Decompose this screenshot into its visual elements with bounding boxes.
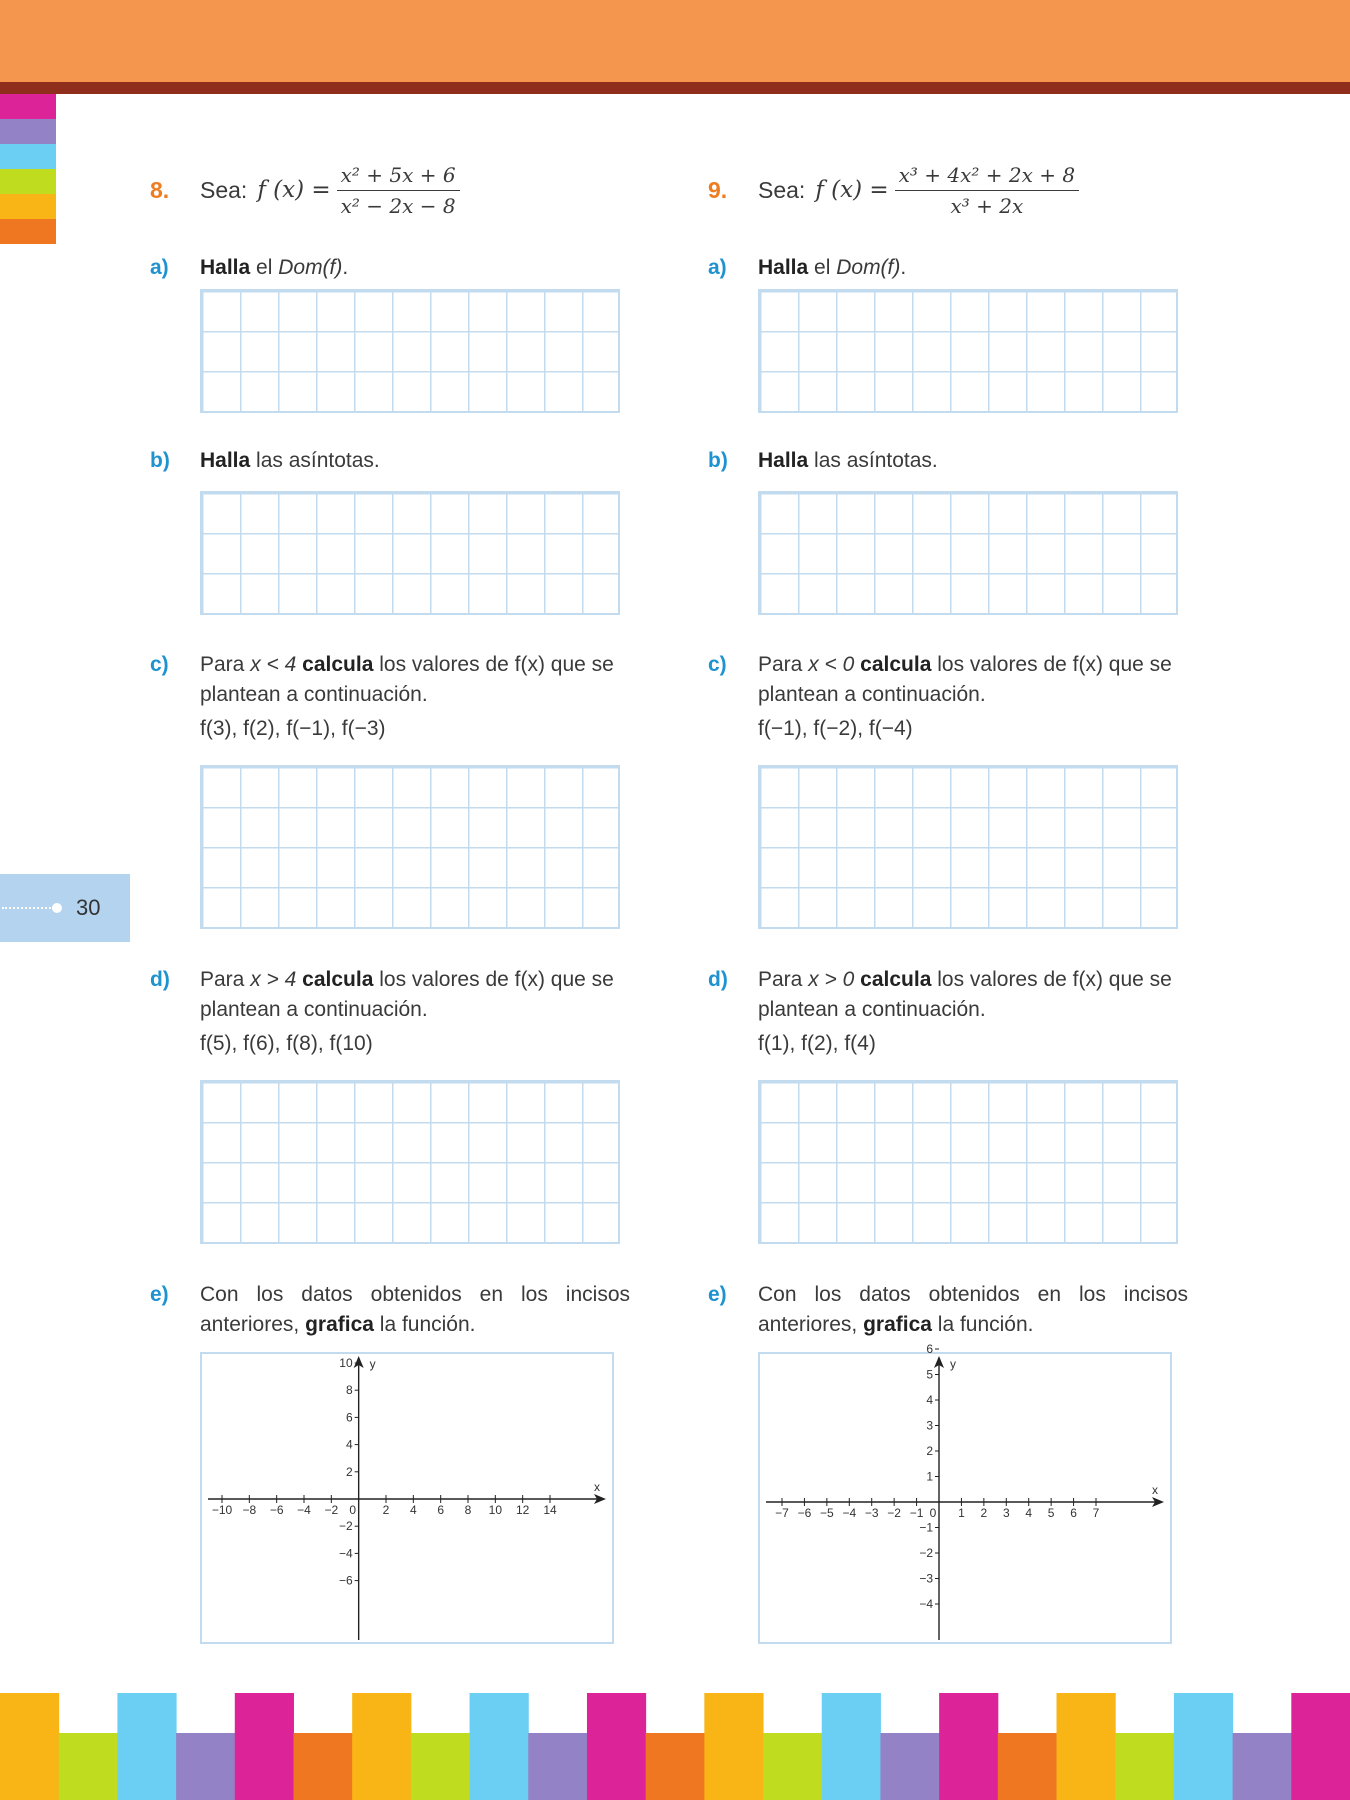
stripe xyxy=(1291,1693,1350,1800)
x-tick-label: −6 xyxy=(797,1506,812,1520)
y-tick-label: 4 xyxy=(926,1393,933,1407)
part-label: c) xyxy=(150,653,169,676)
x-tick-label: 12 xyxy=(515,1503,530,1517)
part-text: la función. xyxy=(373,1313,476,1336)
y-tick-label: 4 xyxy=(345,1437,353,1452)
part-a xyxy=(708,253,1188,283)
part-end: . xyxy=(342,256,349,279)
part-text: los valores de f(x) que se plantean a continuación. xyxy=(200,968,614,1021)
answer-grid-a[interactable] xyxy=(200,289,620,413)
condition: x < 0 xyxy=(808,653,855,676)
part-c xyxy=(708,650,1188,744)
x-tick-label: 10 xyxy=(488,1503,503,1517)
x-tick-label: −8 xyxy=(242,1503,257,1517)
verb: Halla xyxy=(758,256,809,279)
stripe xyxy=(587,1693,646,1800)
x-tick-label: −7 xyxy=(775,1506,789,1520)
y-tick-label: −2 xyxy=(919,1546,933,1560)
x-axis-label: x xyxy=(1152,1483,1158,1497)
stripe xyxy=(0,1693,59,1800)
verb: calcula xyxy=(860,653,932,676)
condition: x > 0 xyxy=(808,968,855,991)
part-text: Con los datos obtenidos en los incisos anteriores, xyxy=(200,1283,630,1336)
y-tick-label: 10 xyxy=(339,1356,353,1370)
x-tick-label: 0 xyxy=(929,1506,937,1520)
x-tick-label: 14 xyxy=(543,1503,557,1517)
y-axis-label: y xyxy=(950,1357,956,1371)
stripe xyxy=(176,1733,235,1800)
stripe xyxy=(1174,1693,1233,1800)
x-tick-label: 7 xyxy=(1092,1506,1100,1520)
part-text: Para xyxy=(200,653,251,676)
part-b xyxy=(150,446,630,476)
part-text: Con los datos obtenidos en los incisos anteriores, xyxy=(758,1283,1188,1336)
part-text: los valores de f(x) que se plantean a continuación. xyxy=(758,653,1172,706)
y-tick-label: 6 xyxy=(345,1410,353,1425)
part-text: las asíntotas. xyxy=(250,449,380,472)
y-tick-label: 1 xyxy=(926,1469,933,1484)
y-axis-label: y xyxy=(369,1357,376,1371)
answer-grid-d[interactable] xyxy=(758,1080,1178,1244)
header-line xyxy=(0,82,1350,94)
color-tabs xyxy=(0,94,56,244)
verb: grafica xyxy=(863,1313,932,1336)
part-italic: Dom(f) xyxy=(836,256,901,279)
part-c xyxy=(150,650,630,744)
sea-label: Sea: xyxy=(200,176,248,203)
x-tick-label: 4 xyxy=(1025,1506,1033,1520)
numerator: x² + 5x + 6 xyxy=(337,163,460,191)
x-tick-label: −4 xyxy=(842,1506,857,1520)
verb: grafica xyxy=(305,1313,374,1336)
function-name: f (x) = xyxy=(257,177,331,203)
stripe xyxy=(998,1733,1057,1800)
x-tick-label: −3 xyxy=(864,1506,879,1520)
y-tick-label: −2 xyxy=(338,1519,353,1534)
part-text: los valores de f(x) que se plantean a continuación. xyxy=(200,653,614,706)
numerator: x³ + 4x² + 2x + 8 xyxy=(895,163,1079,191)
part-text: la función. xyxy=(931,1313,1034,1336)
verb: Halla xyxy=(200,449,251,472)
stripe xyxy=(880,1733,939,1800)
part-d xyxy=(150,965,630,1059)
part-e xyxy=(150,1280,630,1340)
y-tick-label: −3 xyxy=(919,1571,933,1586)
y-tick-label: 2 xyxy=(926,1444,933,1458)
part-a xyxy=(150,253,630,283)
stripe xyxy=(822,1693,881,1800)
sea-label: Sea: xyxy=(758,176,806,203)
x-tick-label: −2 xyxy=(887,1506,901,1520)
page-number-tab xyxy=(0,874,130,942)
stripe xyxy=(1115,1733,1174,1800)
x-tick-label: 6 xyxy=(437,1503,445,1517)
function-fraction xyxy=(895,163,1079,218)
x-tick-label: 5 xyxy=(1047,1506,1055,1520)
stripe xyxy=(763,1733,822,1800)
condition: x > 4 xyxy=(250,968,297,991)
stripe xyxy=(470,1693,529,1800)
x-tick-label: 4 xyxy=(409,1503,417,1517)
part-label: e) xyxy=(708,1283,727,1306)
x-tick-label: −1 xyxy=(909,1506,924,1520)
values-list: f(3), f(2), f(−1), f(−3) xyxy=(200,717,386,740)
verb: Halla xyxy=(200,256,251,279)
stripe xyxy=(704,1693,763,1800)
part-b xyxy=(708,446,1188,476)
y-tick-label: 5 xyxy=(926,1367,933,1382)
y-tick-label: −6 xyxy=(338,1573,353,1588)
x-tick-label: −5 xyxy=(820,1506,834,1520)
answer-grid-c[interactable] xyxy=(200,765,620,929)
x-tick-label: 2 xyxy=(382,1503,390,1517)
part-text: los valores de f(x) que se plantean a continuación. xyxy=(758,968,1172,1021)
part-text: las asíntotas. xyxy=(808,449,938,472)
part-text: Para xyxy=(758,968,809,991)
part-label: b) xyxy=(708,449,728,472)
denominator: x² − 2x − 8 xyxy=(340,193,456,218)
part-d xyxy=(708,965,1188,1059)
graph-area-8[interactable] xyxy=(200,1352,614,1644)
answer-grid-b[interactable] xyxy=(758,491,1178,615)
values-list: f(−1), f(−2), f(−4) xyxy=(758,717,913,740)
part-text: el xyxy=(808,256,837,279)
y-tick-label: −4 xyxy=(919,1597,933,1611)
problem-9-statement xyxy=(708,150,1079,230)
function-name: f (x) = xyxy=(815,177,889,203)
stripe xyxy=(939,1693,998,1800)
bottom-color-stripes xyxy=(0,1693,1350,1800)
part-e xyxy=(708,1280,1188,1340)
part-text: Para xyxy=(758,653,809,676)
verb: Halla xyxy=(758,449,809,472)
part-end: . xyxy=(900,256,907,279)
stripe xyxy=(528,1733,587,1800)
part-text: Para xyxy=(200,968,251,991)
x-tick-label: −2 xyxy=(324,1503,339,1517)
stripe xyxy=(235,1693,294,1800)
x-tick-label: 2 xyxy=(980,1506,988,1520)
part-label: d) xyxy=(708,968,728,991)
y-tick-label: 8 xyxy=(345,1383,353,1398)
problem-number: 8. xyxy=(150,176,170,203)
x-tick-label: 8 xyxy=(464,1503,472,1517)
page-number: 30 xyxy=(76,895,101,920)
x-axis-label: x xyxy=(594,1480,600,1494)
answer-grid-d[interactable] xyxy=(200,1080,620,1244)
part-label: d) xyxy=(150,968,170,991)
stripe xyxy=(646,1733,705,1800)
stripe xyxy=(411,1733,470,1800)
part-label: e) xyxy=(150,1283,169,1306)
part-text: el xyxy=(250,256,279,279)
coordinate-plane xyxy=(760,1342,1170,1642)
part-label: b) xyxy=(150,449,170,472)
y-tick-label: 2 xyxy=(345,1464,353,1479)
values-list: f(1), f(2), f(4) xyxy=(758,1032,876,1055)
stripe xyxy=(1057,1693,1116,1800)
header-band xyxy=(0,0,1350,82)
function-fraction xyxy=(337,163,460,218)
verb: calcula xyxy=(302,968,374,991)
stripe xyxy=(59,1733,118,1800)
verb: calcula xyxy=(302,653,374,676)
y-tick-label: −1 xyxy=(919,1520,933,1535)
x-tick-label: 3 xyxy=(1002,1506,1010,1520)
stripe xyxy=(1233,1733,1292,1800)
x-tick-label: −6 xyxy=(269,1503,284,1517)
part-label: a) xyxy=(708,256,727,279)
part-italic: Dom(f) xyxy=(278,256,343,279)
problem-8-statement xyxy=(150,150,460,230)
answer-grid-c[interactable] xyxy=(758,765,1178,929)
x-tick-label: 6 xyxy=(1070,1506,1077,1520)
y-tick-label: 6 xyxy=(926,1342,933,1356)
part-label: c) xyxy=(708,653,727,676)
part-label: a) xyxy=(150,256,169,279)
x-tick-label: −10 xyxy=(211,1503,233,1517)
stripe xyxy=(117,1693,176,1800)
stripe xyxy=(293,1733,352,1800)
values-list: f(5), f(6), f(8), f(10) xyxy=(200,1032,373,1055)
coordinate-plane xyxy=(202,1354,612,1642)
y-tick-label: 3 xyxy=(926,1418,933,1433)
stripe xyxy=(352,1693,411,1800)
x-tick-label: 0 xyxy=(349,1503,357,1517)
x-tick-label: −4 xyxy=(297,1503,311,1517)
denominator: x³ + 2x xyxy=(950,193,1024,218)
answer-grid-a[interactable] xyxy=(758,289,1178,413)
y-tick-label: −4 xyxy=(338,1546,353,1561)
condition: x < 4 xyxy=(250,653,297,676)
graph-area-9[interactable] xyxy=(758,1342,1172,1644)
verb: calcula xyxy=(860,968,932,991)
problem-number: 9. xyxy=(708,176,728,203)
x-tick-label: 1 xyxy=(958,1506,965,1520)
answer-grid-b[interactable] xyxy=(200,491,620,615)
